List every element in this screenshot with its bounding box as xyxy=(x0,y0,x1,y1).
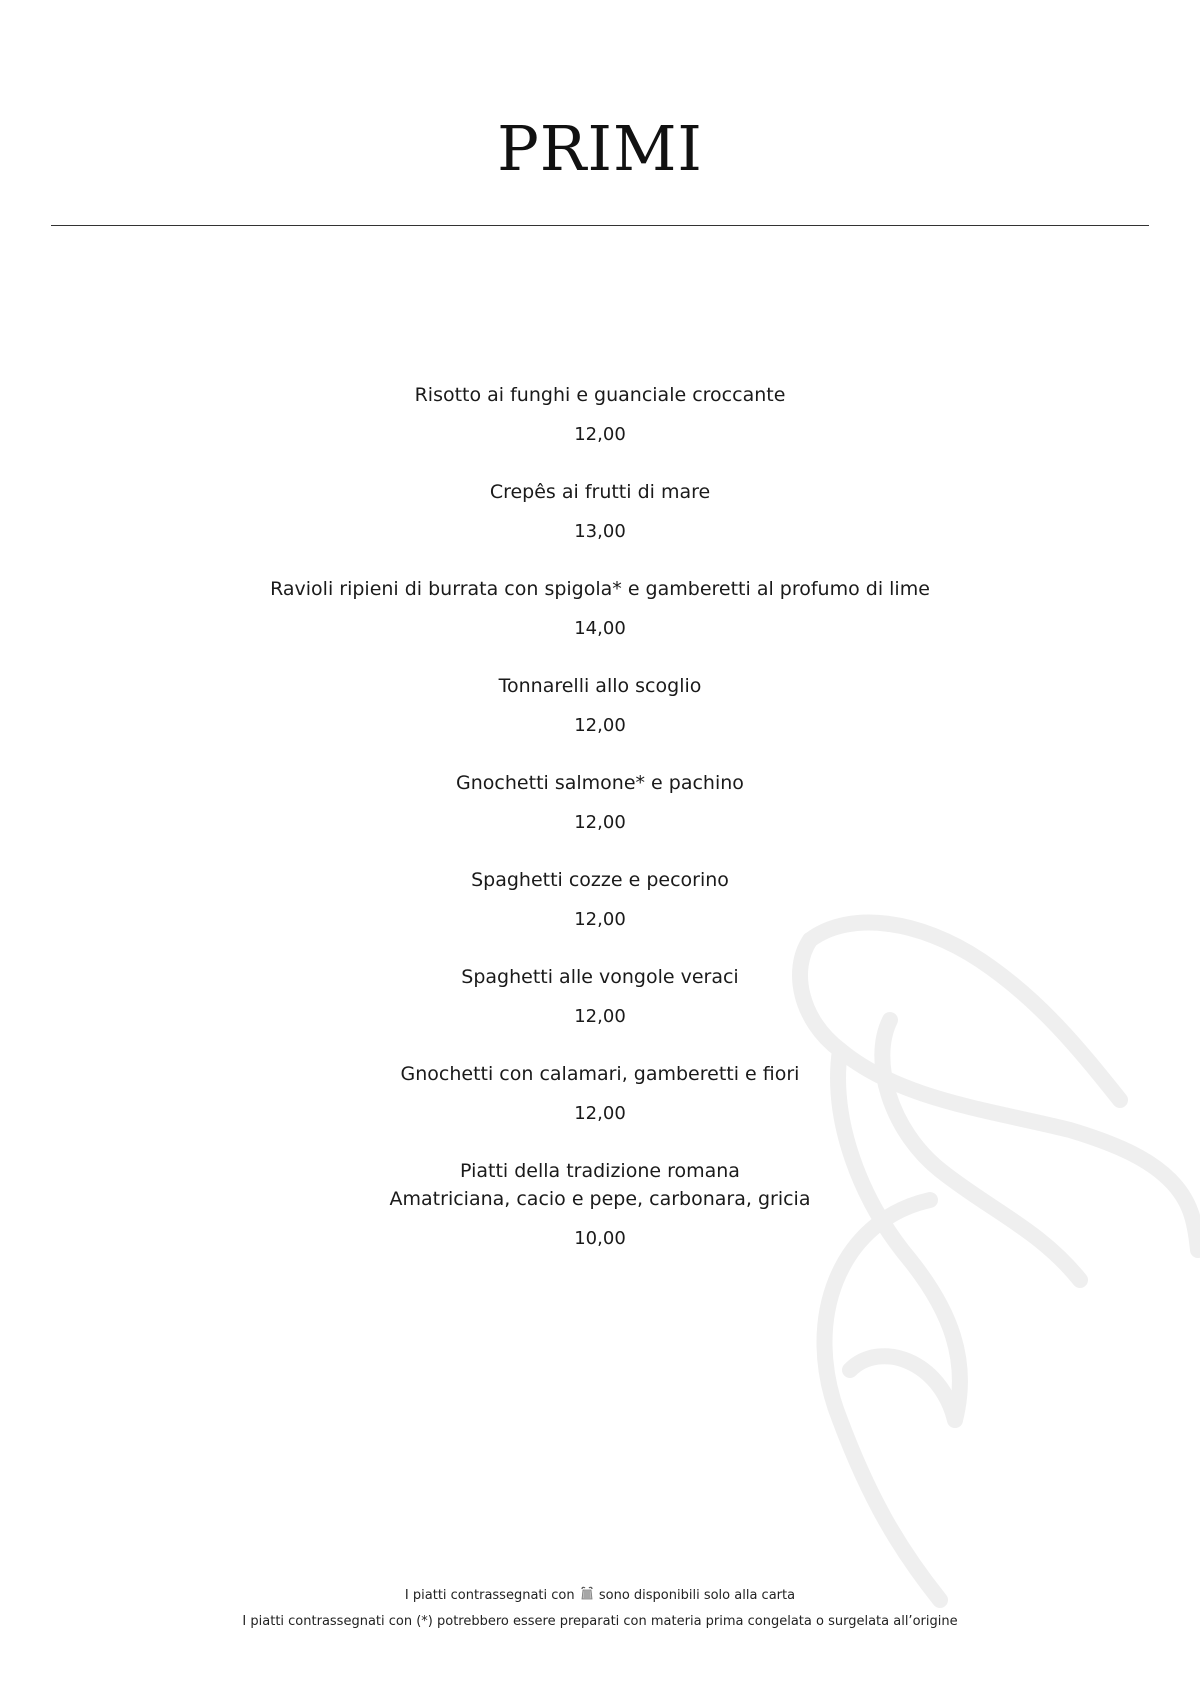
dish-price: 10,00 xyxy=(574,1228,626,1249)
dish-name: Spaghetti alle vongole veraci xyxy=(461,966,739,988)
menu-item xyxy=(0,478,1200,544)
menu-item xyxy=(0,769,1200,835)
dish-name: Ravioli ripieni di burrata con spigola* e gamberetti al profumo di lime xyxy=(270,578,930,600)
dish-subtitle: Amatriciana, cacio e pepe, carbonara, gricia xyxy=(389,1188,811,1210)
page-title: PRIMI xyxy=(497,112,703,185)
menu-item xyxy=(0,1060,1200,1126)
dish-price: 12,00 xyxy=(574,812,626,833)
menu-item xyxy=(0,866,1200,932)
title-divider xyxy=(51,225,1149,226)
dish-name: Gnochetti salmone* e pachino xyxy=(456,772,744,794)
menu-item xyxy=(0,575,1200,641)
shell-icon xyxy=(580,1586,594,1602)
dish-price: 14,00 xyxy=(574,618,626,639)
footer-note-carta xyxy=(0,1583,1200,1609)
dish-name: Spaghetti cozze e pecorino xyxy=(471,869,729,891)
dish-price: 12,00 xyxy=(574,715,626,736)
dish-price: 12,00 xyxy=(574,1006,626,1027)
menu-item xyxy=(0,381,1200,447)
dish-price: 12,00 xyxy=(574,424,626,445)
menu-item xyxy=(0,963,1200,1029)
dish-name: Risotto ai funghi e guanciale croccante xyxy=(414,384,786,406)
menu-item xyxy=(0,1157,1200,1251)
dish-name: Gnochetti con calamari, gamberetti e fiori xyxy=(400,1063,800,1085)
dish-name: Piatti della tradizione romana xyxy=(460,1160,740,1182)
footer-note-text: sono disponibili solo alla carta xyxy=(594,1588,796,1603)
dish-name: Tonnarelli allo scoglio xyxy=(498,675,702,697)
dish-price: 12,00 xyxy=(574,1103,626,1124)
footer-note-text: I piatti contrassegnati con xyxy=(404,1588,579,1603)
menu-item xyxy=(0,672,1200,738)
dish-price: 13,00 xyxy=(574,521,626,542)
dish-price: 12,00 xyxy=(574,909,626,930)
footer-notes xyxy=(0,1583,1200,1635)
menu-list xyxy=(0,381,1200,1282)
dish-name: Crepês ai frutti di mare xyxy=(489,481,711,503)
footer-note-frozen: I piatti contrassegnati con (*) potrebbero essere preparati con materia prima congelata o surgelata all’origine xyxy=(242,1614,958,1629)
